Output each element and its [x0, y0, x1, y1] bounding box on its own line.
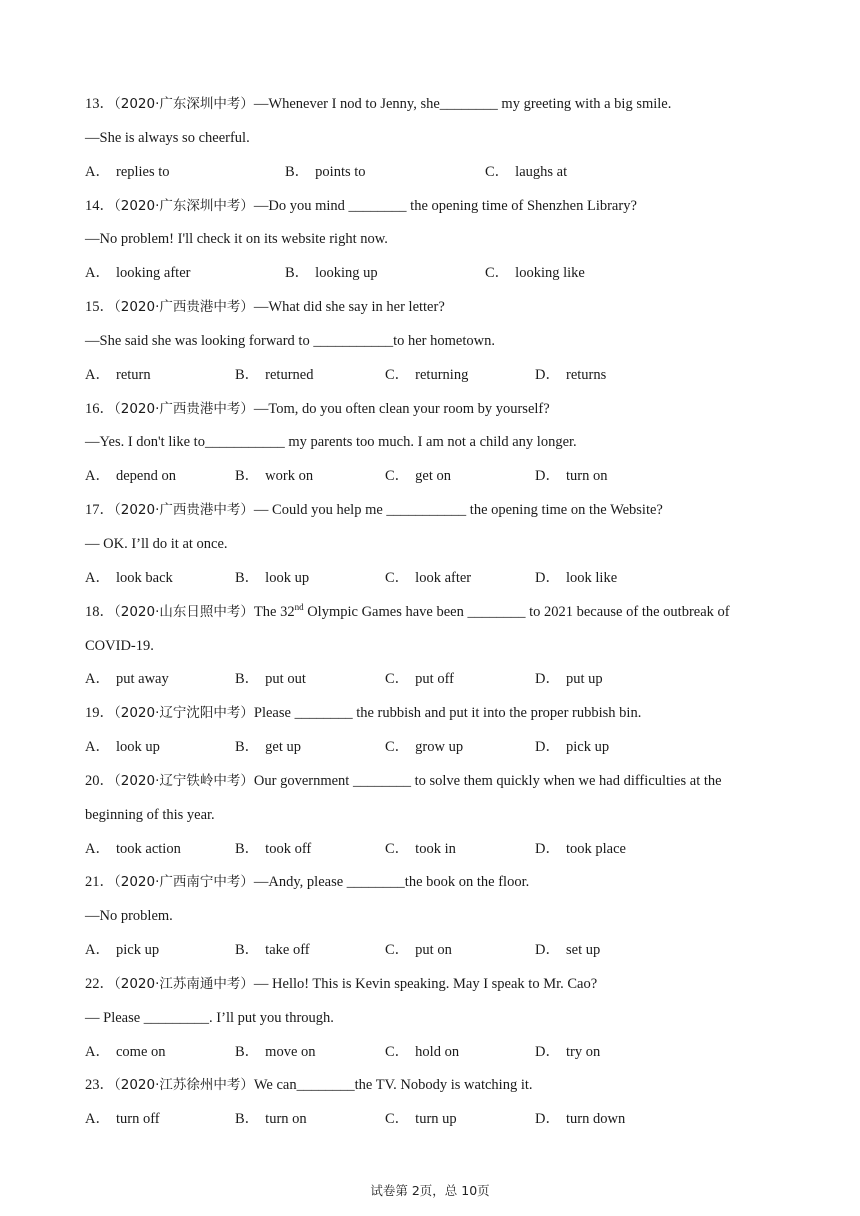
answer-options	[85, 663, 785, 697]
question-source: （2020·江苏徐州中考）	[114, 1077, 254, 1094]
answer-option[interactable]	[385, 833, 456, 867]
option-text: pick up	[565, 739, 610, 756]
question-source: （2020·辽宁铁岭中考）	[114, 772, 254, 789]
question-source: （2020·江苏南通中考）	[114, 975, 254, 992]
answer-option[interactable]	[535, 833, 626, 867]
option-text: try on	[565, 1043, 601, 1060]
option-text: turn off	[115, 1111, 160, 1128]
option-text: put on	[415, 942, 452, 959]
option-text: looking after	[115, 265, 191, 282]
answer-option[interactable]	[385, 562, 471, 596]
option-text: look up	[115, 739, 160, 756]
option-letter: D．	[535, 1043, 560, 1060]
option-letter: D．	[535, 468, 560, 485]
question-stem	[85, 866, 785, 900]
question-stem	[85, 596, 785, 630]
option-letter: C．	[385, 671, 410, 688]
option-letter: C．	[385, 1043, 410, 1060]
answer-option[interactable]	[485, 257, 585, 291]
answer-option[interactable]	[235, 731, 301, 765]
answer-option[interactable]	[235, 833, 311, 867]
question-item	[85, 291, 785, 393]
option-letter: A．	[85, 1043, 110, 1060]
option-letter: B．	[235, 942, 260, 959]
question-continuation: —She is always so cheerful.	[85, 129, 250, 146]
option-letter: C．	[385, 569, 410, 586]
option-text: look back	[115, 569, 173, 586]
option-text: grow up	[415, 739, 464, 756]
option-text: depend on	[115, 468, 176, 485]
option-letter: A．	[85, 840, 110, 857]
question-continuation: beginning of this year.	[85, 806, 215, 823]
option-letter: B．	[235, 366, 260, 383]
option-letter: C．	[385, 1111, 410, 1128]
answer-options	[85, 460, 785, 494]
option-letter: D．	[535, 671, 560, 688]
option-letter: C．	[485, 265, 510, 282]
question-continuation: — OK. I’ll do it at once.	[85, 535, 228, 552]
question-source: （2020·广西贵港中考）	[114, 400, 254, 417]
option-letter: C．	[385, 840, 410, 857]
option-letter: A．	[85, 163, 110, 180]
option-letter: D．	[535, 366, 560, 383]
option-text: turn up	[415, 1111, 457, 1128]
option-letter: B．	[285, 265, 310, 282]
question-text: —What did she say in her letter?	[253, 299, 445, 316]
option-letter: B．	[285, 163, 310, 180]
option-text: turn down	[565, 1111, 626, 1128]
answer-option[interactable]	[85, 731, 160, 765]
option-letter: A．	[85, 739, 110, 756]
answer-options	[85, 562, 785, 596]
option-text: hold on	[415, 1043, 460, 1060]
question-number: 15．	[85, 299, 114, 316]
answer-options	[85, 731, 785, 765]
answer-option[interactable]	[235, 460, 313, 494]
answer-options	[85, 156, 785, 190]
question-text: Please ________ the rubbish and put it into the proper rubbish bin.	[253, 705, 642, 722]
question-stem	[85, 697, 785, 731]
question-text: — Hello! This is Kevin speaking. May I speak to Mr. Cao?	[253, 975, 598, 992]
answer-options	[85, 833, 785, 867]
question-source: （2020·辽宁沈阳中考）	[114, 705, 254, 722]
question-list	[85, 88, 785, 1137]
answer-option[interactable]	[285, 156, 366, 190]
option-letter: A．	[85, 366, 110, 383]
option-text: put off	[415, 671, 454, 688]
question-source: （2020·广东深圳中考）	[114, 96, 254, 112]
option-letter: D．	[535, 1111, 560, 1128]
option-text: looking like	[515, 265, 585, 282]
question-item	[85, 88, 785, 190]
question-continuation: —Yes. I don't like to___________ my parents too much. I am not a child any longer.	[85, 434, 577, 451]
question-stem	[85, 88, 785, 122]
question-item	[85, 596, 785, 698]
option-text: look up	[265, 569, 310, 586]
answer-option[interactable]	[85, 562, 173, 596]
option-letter: A．	[85, 265, 110, 282]
option-text: turn on	[565, 468, 608, 485]
question-stem	[85, 190, 785, 224]
question-source: （2020·广西南宁中考）	[114, 874, 254, 891]
question-number: 13．	[85, 96, 114, 112]
answer-option[interactable]	[385, 731, 463, 765]
option-text: set up	[565, 942, 601, 959]
question-item	[85, 968, 785, 1070]
question-text: We can________the TV. Nobody is watching it.	[253, 1077, 533, 1094]
option-letter: D．	[535, 739, 560, 756]
option-letter: C．	[485, 163, 510, 180]
answer-option[interactable]	[535, 562, 617, 596]
question-number: 14．	[85, 197, 114, 214]
question-item	[85, 190, 785, 292]
answer-option[interactable]	[85, 460, 176, 494]
option-text: returned	[265, 366, 314, 383]
option-text: come on	[115, 1043, 166, 1060]
option-letter: B．	[235, 739, 260, 756]
option-text: pick up	[115, 942, 160, 959]
option-letter: A．	[85, 1111, 110, 1128]
option-text: replies to	[115, 163, 170, 180]
answer-options	[85, 257, 785, 291]
answer-option[interactable]	[485, 156, 567, 190]
question-continuation: — Please _________. I’ll put you through.	[85, 1009, 334, 1026]
ordinal-suffix: nd	[294, 601, 304, 612]
question-source: （2020·广西贵港中考）	[114, 299, 254, 316]
question-source: （2020·广东深圳中考）	[114, 197, 254, 214]
option-letter: B．	[235, 1043, 260, 1060]
question-text-pre: The 32	[253, 603, 295, 620]
question-number: 20．	[85, 772, 114, 789]
question-number: 16．	[85, 400, 114, 417]
option-text: return	[115, 366, 151, 383]
option-letter: A．	[85, 671, 110, 688]
answer-option[interactable]	[385, 1036, 459, 1070]
option-letter: A．	[85, 468, 110, 485]
answer-option[interactable]	[85, 1036, 166, 1070]
question-item	[85, 866, 785, 968]
answer-option[interactable]	[535, 359, 606, 393]
option-letter: A．	[85, 942, 110, 959]
option-text: get up	[265, 739, 302, 756]
answer-options	[85, 934, 785, 968]
option-text: points to	[315, 163, 366, 180]
question-source: （2020·广西贵港中考）	[114, 502, 254, 519]
question-number: 18．	[85, 603, 114, 620]
option-text: took in	[415, 840, 456, 857]
option-letter: B．	[235, 840, 260, 857]
answer-option[interactable]	[85, 1103, 160, 1137]
question-stem	[85, 291, 785, 325]
question-text: —Do you mind ________ the opening time of Shenzhen Library?	[253, 197, 637, 214]
question-continuation: —No problem! I'll check it on its website right now.	[85, 231, 388, 248]
question-stem	[85, 1069, 785, 1103]
question-source: （2020·山东日照中考）	[114, 603, 254, 620]
answer-option[interactable]	[385, 934, 452, 968]
question-item	[85, 494, 785, 596]
option-letter: A．	[85, 569, 110, 586]
option-text: look after	[415, 569, 472, 586]
option-letter: C．	[385, 468, 410, 485]
question-number: 23．	[85, 1077, 114, 1094]
question-text: —Whenever I nod to Jenny, she________ my greeting with a big smile.	[253, 96, 672, 112]
question-number: 19．	[85, 705, 114, 722]
answer-option[interactable]	[535, 663, 603, 697]
answer-option[interactable]	[385, 663, 454, 697]
option-text: put out	[265, 671, 306, 688]
option-text: put away	[115, 671, 169, 688]
option-text: laughs at	[515, 163, 568, 180]
option-text: turn on	[265, 1111, 307, 1128]
question-stem	[85, 968, 785, 1002]
question-number: 17．	[85, 502, 114, 519]
option-letter: D．	[535, 569, 560, 586]
answer-options	[85, 1036, 785, 1070]
answer-option[interactable]	[535, 1036, 600, 1070]
answer-option[interactable]	[235, 1103, 307, 1137]
question-text: — Could you help me ___________ the opening time on the Website?	[253, 502, 663, 519]
option-text: move on	[265, 1043, 316, 1060]
option-text: took place	[565, 840, 626, 857]
option-text: looking up	[315, 265, 378, 282]
question-continuation: —She said she was looking forward to ___________to her hometown.	[85, 332, 495, 349]
answer-option[interactable]	[535, 1103, 625, 1137]
option-text: returns	[565, 366, 607, 383]
question-stem	[85, 393, 785, 427]
option-text: take off	[265, 942, 310, 959]
option-text: get on	[415, 468, 452, 485]
question-item	[85, 765, 785, 867]
option-letter: B．	[235, 1111, 260, 1128]
option-letter: C．	[385, 942, 410, 959]
question-continuation: COVID-19.	[85, 637, 154, 654]
question-text: —Andy, please ________the book on the floor.	[253, 874, 530, 891]
option-text: put up	[565, 671, 603, 688]
answer-options	[85, 1103, 785, 1137]
answer-options	[85, 359, 785, 393]
question-item	[85, 1069, 785, 1137]
answer-option[interactable]	[285, 257, 378, 291]
option-letter: B．	[235, 468, 260, 485]
question-item	[85, 393, 785, 495]
answer-option[interactable]	[235, 359, 313, 393]
option-letter: B．	[235, 569, 260, 586]
question-text: Our government ________ to solve them quickly when we had difficulties at the	[253, 772, 722, 789]
page-footer: 试卷第 2页，总 10页	[370, 1183, 490, 1198]
option-letter: D．	[535, 840, 560, 857]
answer-option[interactable]	[85, 833, 181, 867]
answer-option[interactable]	[85, 663, 169, 697]
option-text: look like	[565, 569, 618, 586]
answer-option[interactable]	[535, 934, 600, 968]
answer-option[interactable]	[385, 460, 451, 494]
answer-option[interactable]	[385, 1103, 457, 1137]
answer-option[interactable]	[535, 731, 609, 765]
option-letter: C．	[385, 739, 410, 756]
question-text: —Tom, do you often clean your room by yourself?	[253, 400, 550, 417]
answer-option[interactable]	[85, 156, 170, 190]
option-letter: C．	[385, 366, 410, 383]
option-text: took action	[115, 840, 181, 857]
answer-option[interactable]	[385, 359, 468, 393]
answer-option[interactable]	[235, 1036, 316, 1070]
option-letter: B．	[235, 671, 260, 688]
option-text: took off	[265, 840, 312, 857]
answer-option[interactable]	[85, 257, 190, 291]
answer-option[interactable]	[235, 562, 309, 596]
question-continuation: —No problem.	[85, 908, 173, 925]
question-text: Olympic Games have been ________ to 2021 because of the outbreak of	[303, 603, 730, 620]
question-number: 21．	[85, 874, 114, 891]
answer-option[interactable]	[85, 934, 159, 968]
option-text: work on	[265, 468, 314, 485]
option-text: returning	[415, 366, 469, 383]
question-item	[85, 697, 785, 765]
question-number: 22．	[85, 975, 114, 992]
question-stem	[85, 494, 785, 528]
question-stem	[85, 765, 785, 799]
answer-option[interactable]	[535, 460, 607, 494]
answer-option[interactable]	[235, 663, 306, 697]
answer-option[interactable]	[235, 934, 310, 968]
answer-option[interactable]	[85, 359, 151, 393]
option-letter: D．	[535, 942, 560, 959]
